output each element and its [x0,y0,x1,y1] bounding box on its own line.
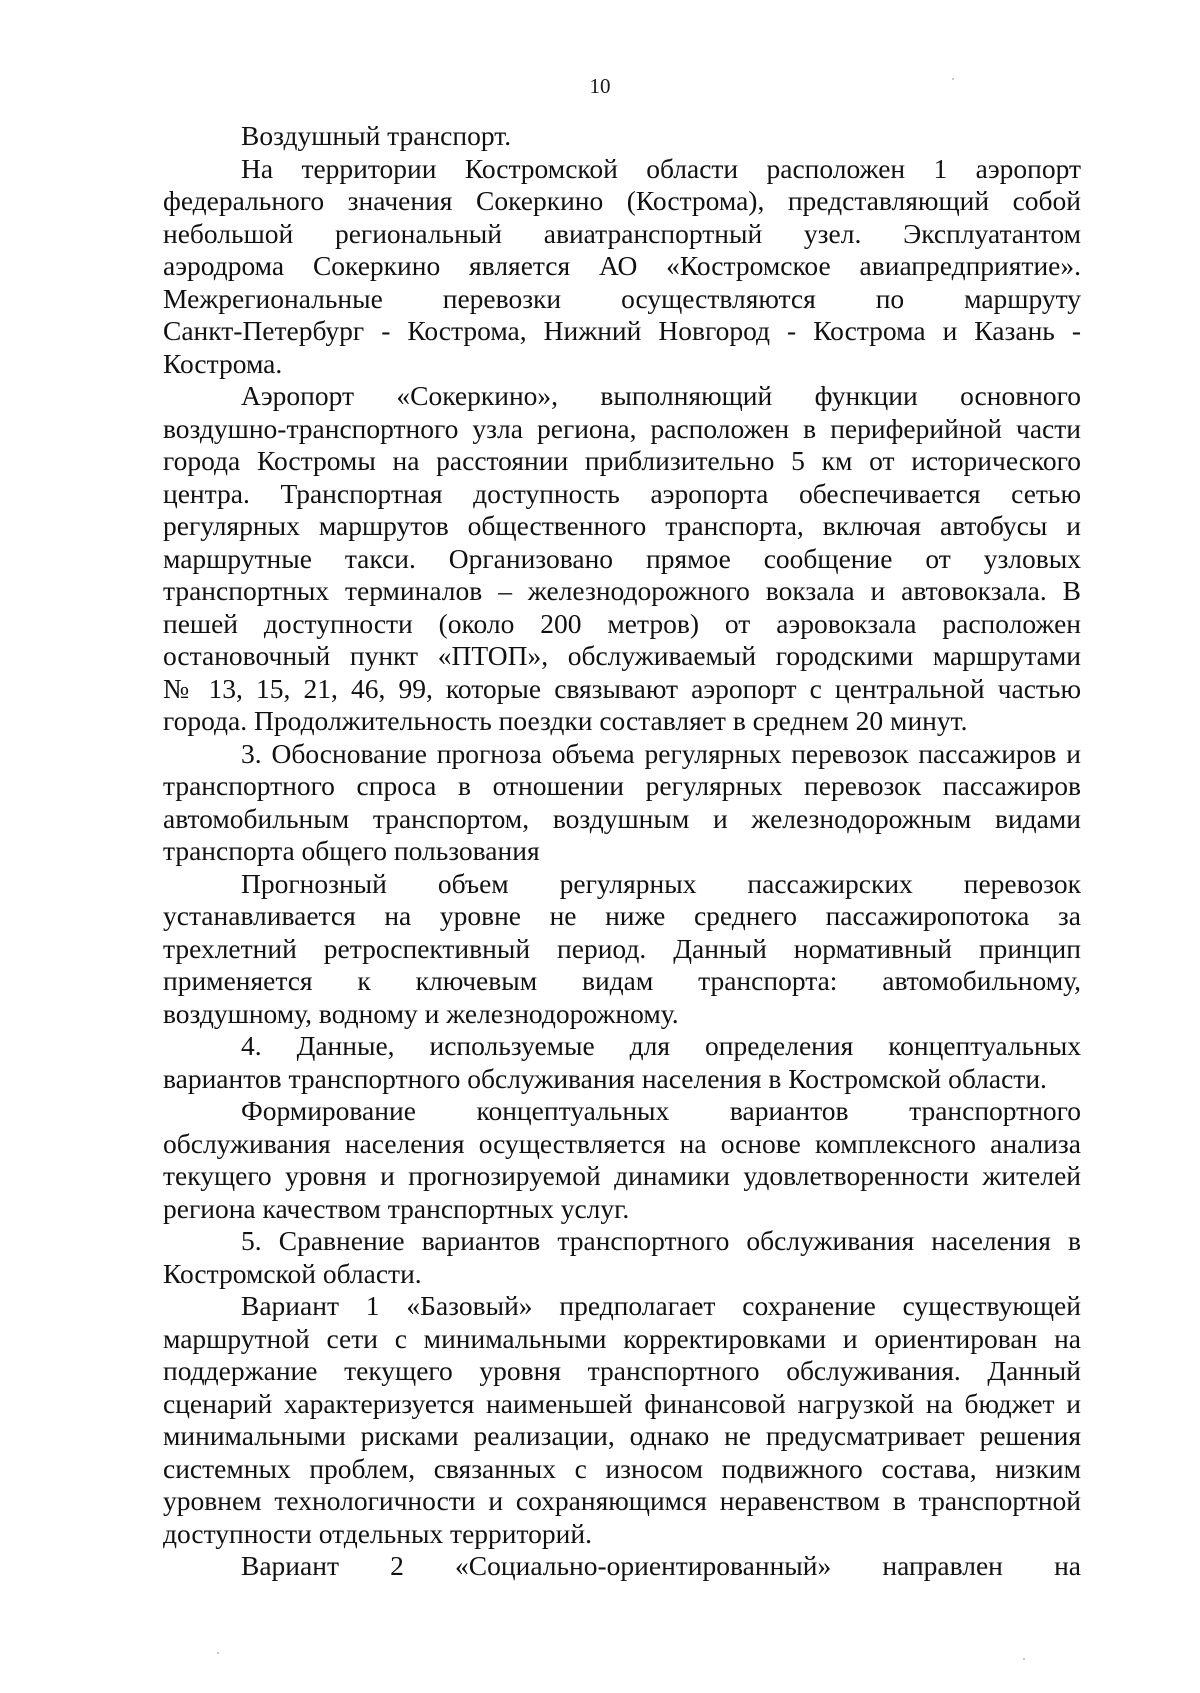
paragraph-concept-formation [163,1095,1081,1225]
text-line: остановочный пункт «ПТОП», обслуживаемый городскими маршрутами [163,640,1081,671]
text-line: системных проблем, связанных с износом подвижного состава, низким [163,1452,1081,1484]
text-line: № 13, 15, 21, 46, 99, которые связывают аэропорт с центральной частью [163,672,1081,704]
text-line: Прогнозный объем регулярных пассажирских перевозок [241,867,1081,899]
text-line: воздушно-транспортного узла региона, расположен в периферийной части [163,412,1081,444]
text-line: маршрутной сети с минимальными корректировками и ориентирован на [163,1322,1081,1354]
text-line: вариантов транспортного обслуживания населения в Костромской области. [163,1062,1047,1094]
text-line: Санкт-Петербург - Кострома, Нижний Новгород - Кострома и Казань - [163,315,1081,346]
text-line: 4. Данные, используемые для определения концептуальных [241,1030,1081,1061]
text-line: Аэропорт «Сокеркино», выполняющий функции основного [241,380,1081,411]
paragraph-forecast-volume [163,868,1081,1031]
text-line: небольшой региональный авиатранспортный узел. Эксплуатантом [163,217,1081,249]
text-line: применяется к ключевым видам транспорта: автомобильному, [163,965,1081,996]
section-heading-3 [163,738,1081,868]
text-line: Формирование концептуальных вариантов транспортного [241,1095,1081,1126]
text-line: центра. Транспортная доступность аэропорта обеспечивается сетью [163,477,1081,509]
scan-speck [1023,1658,1025,1660]
text-line: На территории Костромской области расположен 1 аэропорт [241,152,1081,184]
text-line: федерального значения Сокеркино (Кострома), представляющий собой [163,185,1081,216]
page-number: 10 [589,74,611,98]
text-line: трехлетний ретроспективный период. Данный нормативный принцип [163,932,1081,964]
scan-speck [217,1652,219,1654]
text-line: 5. Сравнение вариантов транспортного обслуживания населения в [241,1225,1081,1256]
text-line: аэродрома Сокеркино является АО «Костромское авиапредприятие». [163,250,1081,281]
text-line: воздушному, водному и железнодорожному. [163,997,679,1029]
text-line: города. Продолжительность поездки составляет в среднем 20 минут. [163,705,968,736]
text-line: поддержание текущего уровня транспортного обслуживания. Данный [163,1355,1081,1386]
text-line: текущего уровня и прогнозируемой динамики удовлетворенности жителей [163,1160,1081,1191]
paragraph-variant-1 [163,1290,1081,1550]
text-line: региона качеством транспортных услуг. [163,1192,630,1224]
text-line: Межрегиональные перевозки осуществляются по маршруту [163,282,1081,314]
text-line: города Костромы на расстоянии приблизительно 5 км от исторического [163,445,1081,476]
text-line: регулярных маршрутов общественного транспорта, включая автобусы и [163,510,1081,541]
text-line: сценарий характеризуется наименьшей финансовой нагрузкой на бюджет и [163,1387,1081,1419]
paragraph-air-transport-heading [163,120,1081,153]
text-line: транспортных терминалов – железнодорожного вокзала и автовокзала. В [163,575,1081,606]
text-line: Кострома. [163,347,283,379]
section-heading-5 [163,1225,1081,1290]
text-line: минимальными рисками реализации, однако не предусматривает решения [163,1420,1081,1451]
text-line: Вариант 2 «Социально-ориентированный» направлен на [241,1550,1081,1581]
text-line: обслуживания населения осуществляется на основе комплексного анализа [163,1127,1081,1159]
text-line: Костромской области. [163,1257,422,1289]
text-line: автомобильным транспортом, воздушным и железнодорожным видами [163,802,1081,834]
text-line: доступности отдельных территорий. [163,1517,592,1549]
text-line: Воздушный транспорт. [241,120,512,151]
text-line: транспортного спроса в отношении регулярных перевозок пассажиров [163,770,1081,801]
text-line: 3. Обоснование прогноза объема регулярных перевозок пассажиров и [241,737,1081,769]
text-line: транспорта общего пользования [163,835,540,866]
document-body [163,120,1081,1583]
paragraph-variant-2 [163,1550,1081,1583]
section-heading-4 [163,1030,1081,1095]
scan-speck [952,78,954,80]
text-line: Вариант 1 «Базовый» предполагает сохранение существующей [241,1290,1081,1321]
text-line: маршрутные такси. Организовано прямое сообщение от узловых [163,542,1081,574]
text-line: пешей доступности (около 200 метров) от аэровокзала расположен [163,607,1081,639]
text-line: устанавливается на уровне не ниже среднего пассажиропотока за [163,900,1081,931]
text-line: уровнем технологичности и сохраняющимся неравенством в транспортной [163,1485,1081,1516]
paragraph-airport-overview [163,153,1081,381]
paragraph-airport-accessibility [163,380,1081,738]
